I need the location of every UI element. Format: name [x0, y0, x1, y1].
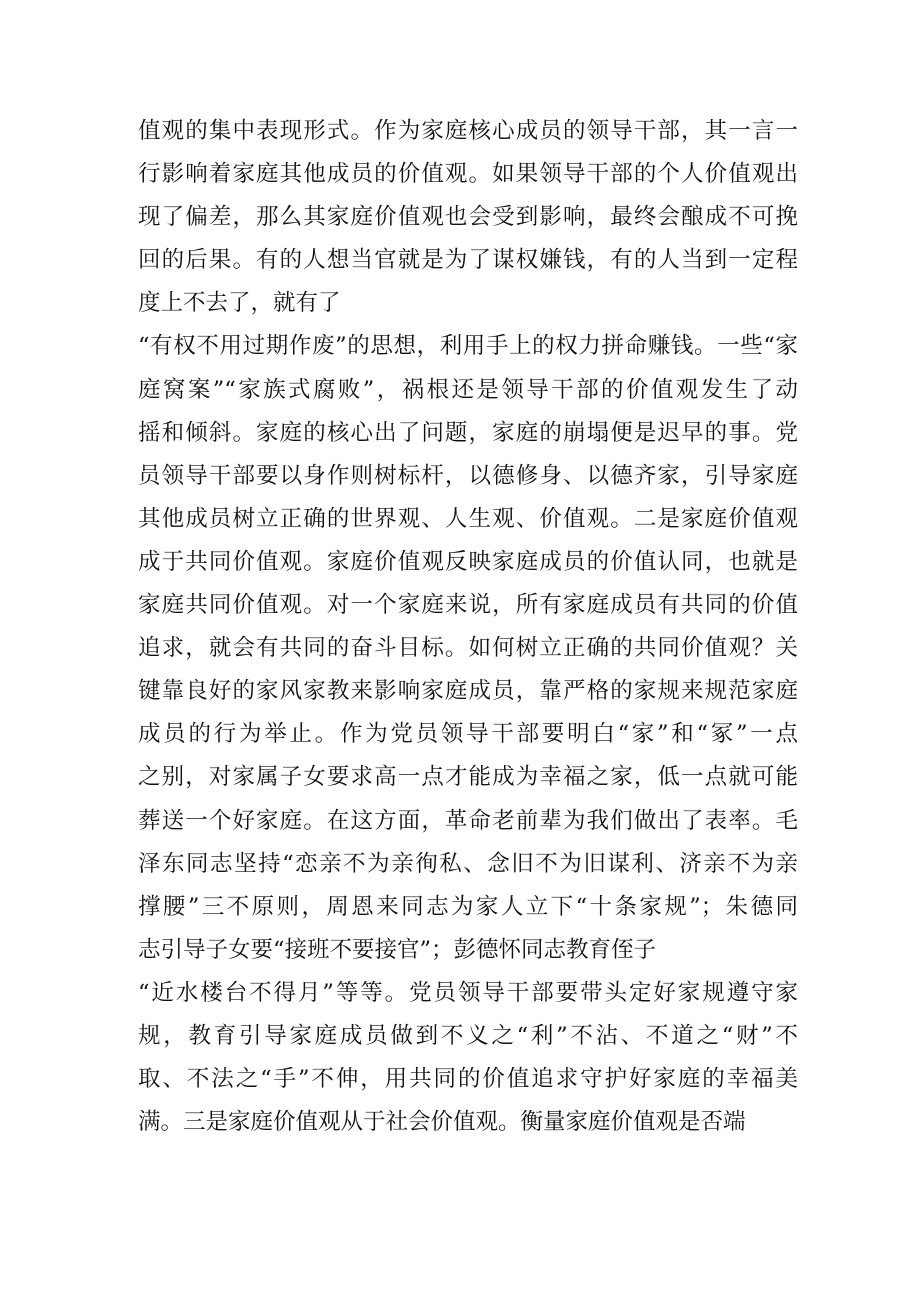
- text-line: 行影响着家庭其他成员的价值观。如果领导干部的个人价值观出: [138, 161, 798, 188]
- text-line: 度上不去了，就有了: [138, 290, 341, 317]
- text-line: 取、不法之“手”不伸，用共同的价值追求守护好家庭的幸福美: [138, 1066, 798, 1093]
- text-line: 值观的集中表现形式。作为家庭核心成员的领导干部，其一言一: [138, 118, 798, 144]
- text-line: 追求，就会有共同的奋斗目标。如何树立正确的共同价值观？关: [138, 635, 798, 662]
- text-line: 回的后果。有的人想当官就是为了谋权嫌钱，有的人当到一定程: [138, 247, 798, 274]
- text-line: 家庭共同价值观。对一个家庭来说，所有家庭成员有共同的价值: [138, 592, 798, 619]
- text-line: “有权不用过期作废”的思想，利用手上的权力拼命赚钱。一些“家: [138, 333, 798, 360]
- text-line: 撑腰”三不原则，周恩来同志为家人立下“十条家规”；朱德同: [138, 893, 798, 920]
- text-line: 庭窝案”“家族式腐败”，祸根还是领导干部的价值观发生了动: [138, 376, 798, 403]
- text-line: 志引导子女要“接班不要接官”；彭德怀同志教育侄子: [138, 936, 657, 963]
- text-line: 之别，对家属子女要求高一点才能成为幸福之家，低一点就可能: [138, 764, 798, 791]
- text-line: 现了偏差，那么其家庭价值观也会受到影响，最终会酿成不可挽: [138, 204, 798, 231]
- text-line: 满。三是家庭价值观从于社会价值观。衡量家庭价值观是否端: [138, 1109, 746, 1136]
- text-line: 键靠良好的家风家教来影响家庭成员，靠严格的家规来规范家庭: [138, 678, 798, 705]
- body-text: [138, 110, 798, 1144]
- text-line: 其他成员树立正确的世界观、人生观、价值观。二是家庭价值观: [138, 505, 798, 532]
- text-line: 摇和倾斜。家庭的核心出了问题，家庭的崩塌便是迟早的事。党: [138, 419, 798, 446]
- text-line: 泽东同志坚持“恋亲不为亲徇私、念旧不为旧谋利、济亲不为亲: [138, 850, 798, 877]
- text-line: 规，教育引导家庭成员做到不义之“利”不沾、不道之“财”不: [138, 1022, 798, 1049]
- text-line: 葬送一个好家庭。在这方面，革命老前辈为我们做出了表率。毛: [138, 807, 798, 834]
- text-line: 员领导干部要以身作则树标杆，以德修身、以德齐家，引导家庭: [138, 462, 798, 489]
- text-line: “近水楼台不得月”等等。党员领导干部要带头定好家规遵守家: [138, 979, 798, 1006]
- text-line: 成员的行为举止。作为党员领导干部要明白“家”和“冢”一点: [138, 721, 798, 748]
- text-line: 成于共同价值观。家庭价值观反映家庭成员的价值认同，也就是: [138, 548, 798, 575]
